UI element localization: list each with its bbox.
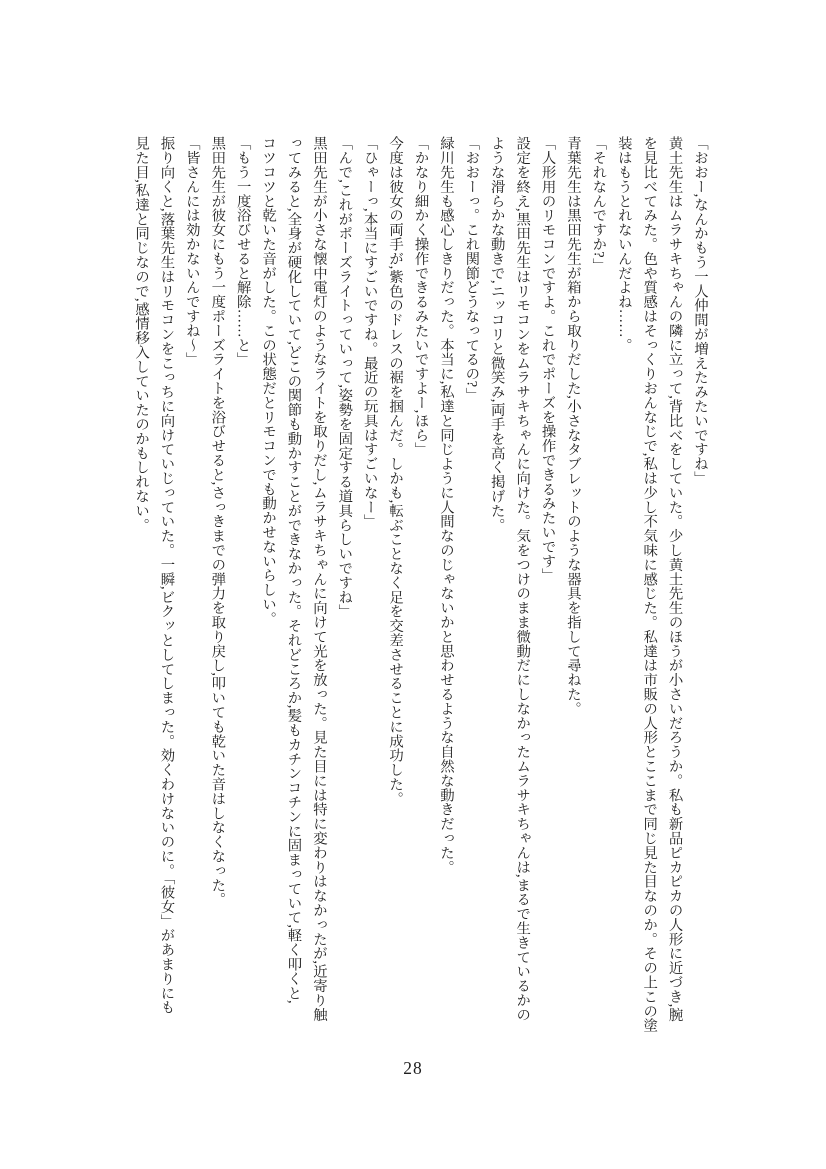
text-column: 見た目,私達と同じなので,感情移入していたのかもしれない。 bbox=[133, 136, 150, 532]
paragraph bbox=[178, 136, 203, 1048]
text-column: 今度は彼女の両手が,紫色のドレスの裾を掴んだ。しかも,転ぶことなく足を交差させることに成功した。 bbox=[387, 136, 404, 806]
text-column: 「それなんですか?」 bbox=[590, 136, 607, 272]
paragraph bbox=[407, 136, 432, 1048]
paragraph bbox=[382, 136, 407, 1048]
paragraph bbox=[687, 136, 712, 1048]
text-column: を見比べてみた。色や質感はそっくりおんなじで,私は少し不気味に感じた。私達は市販の人形とここまで同じ見た目なのか。その上この塗 bbox=[641, 136, 658, 1033]
page-number: 28 bbox=[403, 1058, 423, 1078]
text-column: 「皆さんには効かないんですね〜」 bbox=[183, 136, 200, 367]
paragraph bbox=[534, 136, 559, 1048]
text-column: 装はもうとれないんだよね……。 bbox=[615, 136, 632, 352]
paragraph bbox=[255, 136, 331, 1048]
text-column: 緑川先生も感心しきりだった。本当に,私達と同じように人間なのじゃないかと思わせるような自然な動きだった。 bbox=[437, 136, 454, 874]
paragraph bbox=[483, 136, 534, 1048]
paragraph bbox=[560, 136, 585, 1048]
vertical-text-block bbox=[128, 136, 712, 1048]
paragraph bbox=[204, 136, 229, 1048]
paragraph bbox=[229, 136, 254, 1048]
text-column: 「かなり細かく操作できるみたいですよー,ほら」 bbox=[412, 136, 429, 457]
text-column: 黒田先生が彼女にもう一度ポーズライトを浴びせると,さっきまでの弾力を取り戻し,叩いても乾いた音はしなくなった。 bbox=[209, 136, 226, 907]
text-column: 「人形用のリモコンですよ。これでポーズを操作できるみたいです」 bbox=[539, 136, 556, 583]
paragraph bbox=[356, 136, 381, 1048]
paragraph bbox=[128, 136, 179, 1048]
text-column: コツコツと乾いた音がした。この状態だとリモコンでも動かせないらしい。 bbox=[260, 136, 277, 626]
text-column: 黄土先生はムラサキちゃんの隣に立って,背比べをしていた。少し黄土先生のほうが小さいだろうか。私も新品ピカピカの人形に近づき,腕 bbox=[666, 136, 683, 1022]
paragraph bbox=[585, 136, 610, 1048]
text-column: 「ひゃーっ,本当にすごいですね。最近の玩具はすごいなー」 bbox=[361, 136, 378, 529]
text-column: 振り向くと,落葉先生はリモコンをこっちに向けていじっていた。一瞬,ビクッとしてしまった。効くわけないのに。「彼女」があまりにも bbox=[158, 136, 175, 1015]
paragraph bbox=[458, 136, 483, 1048]
text-column: ってみると,全身が硬化していて,どこの関節も動かすことができなかった。それどころか,髪もカチンコチンに固まっていて,軽く叩くと, bbox=[285, 136, 302, 1004]
text-column: 「おおーっ。これ関節どうなってるの?」 bbox=[463, 136, 480, 402]
text-column: 設定を終え,黒田先生はリモコンをムラサキちゃんに向けた。気をつけのまま微動だにしなかったムラサキちゃんは,まるで生きているかの bbox=[514, 136, 531, 1022]
text-column: 「んで,これがポーズライトっていって,姿勢を固定する道具らしいですね」 bbox=[336, 136, 353, 619]
text-column: 青葉先生は黒田先生が箱から取りだした,小さなタブレットのような器具を指して尋ねた。 bbox=[564, 136, 581, 716]
text-column: 黒田先生が小さな懐中電灯のようなライトを取りだし,ムラサキちゃんに向けて光を放った。見た目には特に変わりはなかったが,近寄り触 bbox=[310, 136, 327, 1022]
paragraph bbox=[433, 136, 458, 1048]
text-column: ような滑らかな動きで,ニッコリと微笑み,両手を高く掲げた。 bbox=[488, 136, 505, 532]
paragraph bbox=[610, 136, 686, 1048]
text-column: 「おおー,なんかもう一人仲間が増えたみたいですね」 bbox=[692, 136, 708, 486]
paragraph bbox=[331, 136, 356, 1048]
text-column: 「もう一度浴びせると解除……と」 bbox=[234, 136, 251, 367]
